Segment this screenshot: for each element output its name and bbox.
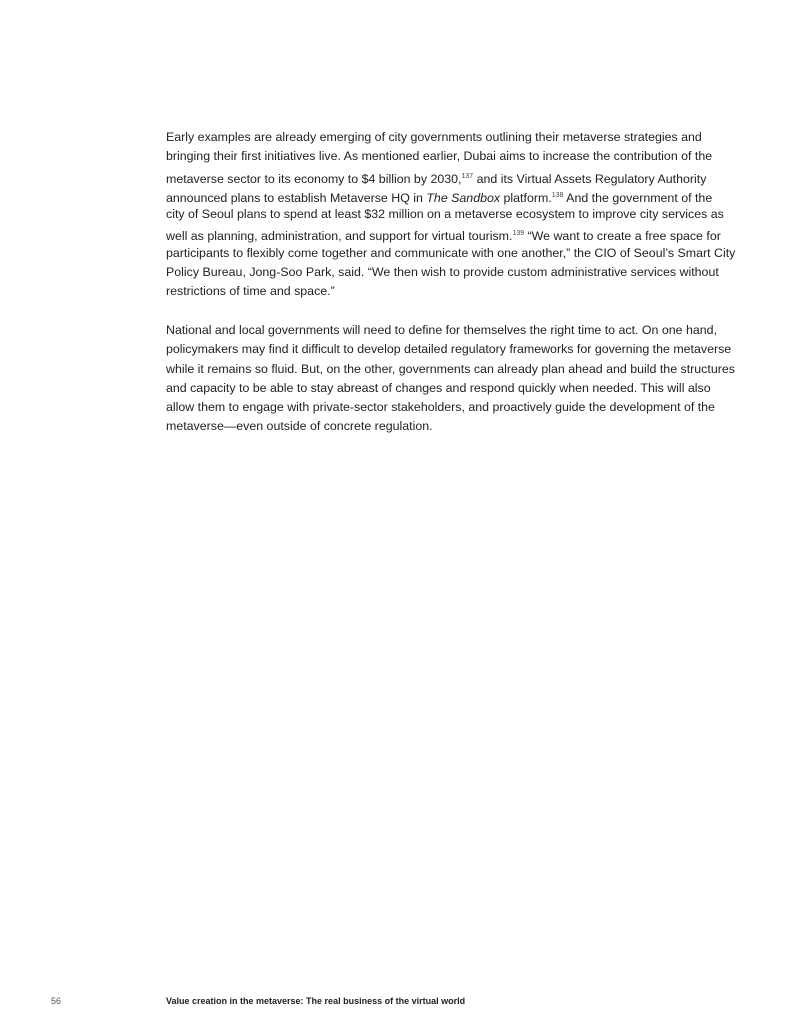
text-line	[166, 167, 746, 186]
text-segment: participants to flexibly come together and communicate with one another,” the CIO of Seoul’s Smart City	[166, 245, 736, 260]
footnote-reference: 139	[512, 230, 525, 238]
text-line	[166, 263, 746, 282]
text-line	[166, 147, 746, 166]
text-line	[166, 417, 746, 436]
text-segment: metaverse sector to its economy to $4 billion by 2030,	[166, 171, 462, 186]
footnote-reference: 138	[551, 191, 564, 199]
text-line	[166, 224, 746, 243]
text-segment: and capacity to be able to stay abreast of changes and respond quickly when needed. This will also	[166, 380, 711, 395]
text-segment: announced plans to establish Metaverse HQ in	[166, 190, 427, 205]
text-segment: city of Seoul plans to spend at least $32 million on a metaverse ecosystem to improve city services as	[166, 207, 724, 222]
text-line	[166, 282, 746, 301]
footnote-reference: 137	[461, 172, 474, 180]
text-segment: bringing their first initiatives live. As mentioned earlier, Dubai aims to increase the contribution of the	[166, 149, 713, 164]
italic-text: The Sandbox	[426, 190, 501, 205]
text-line	[166, 360, 746, 379]
text-segment: restrictions of time and space.”	[166, 284, 335, 299]
text-segment: metaverse—even outside of concrete regulation.	[166, 419, 433, 434]
text-line	[166, 205, 746, 224]
text-segment: well as planning, administration, and support for virtual tourism.	[166, 229, 513, 244]
text-segment: policymakers may find it difficult to develop detailed regulatory frameworks for governing the metaverse	[166, 342, 732, 357]
text-line	[166, 244, 746, 263]
text-line	[166, 379, 746, 398]
page-number: 56	[51, 996, 62, 1006]
text-line	[166, 321, 746, 340]
text-segment: platform.	[500, 190, 552, 205]
paragraph	[166, 128, 746, 302]
text-segment: allow them to engage with private-sector stakeholders, and proactively guide the development of the	[166, 400, 715, 415]
text-segment: And the government of the	[563, 190, 713, 205]
text-segment: National and local governments will need to define for themselves the right time to act. On one hand,	[166, 322, 718, 337]
footer-title: Value creation in the metaverse: The real business of the virtual world	[166, 996, 466, 1006]
text-line	[166, 186, 746, 205]
text-segment: Policy Bureau, Jong-Soo Park, said. “We then wish to provide custom administrative services without	[166, 265, 719, 280]
text-segment: and its Virtual Assets Regulatory Authority	[473, 171, 707, 186]
text-segment: “We want to create a free space for	[524, 229, 721, 244]
text-line	[166, 128, 746, 147]
text-segment: while it remains so fluid. But, on the other, governments can already plan ahead and build the structures	[166, 361, 735, 376]
body-text	[166, 128, 746, 456]
text-line	[166, 398, 746, 417]
paragraph	[166, 321, 746, 437]
text-segment: Early examples are already emerging of city governments outlining their metaverse strategies and	[166, 130, 702, 144]
text-line	[166, 340, 746, 359]
